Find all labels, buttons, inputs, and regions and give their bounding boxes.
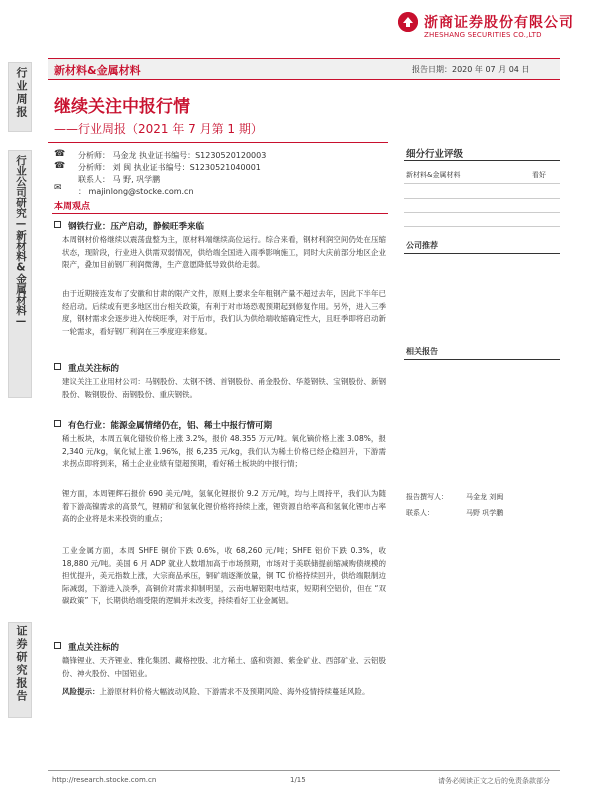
risk-text: 上游原材料价格大幅波动风险、下游需求不及预期风险、海外疫情持续蔓延风险。	[99, 687, 370, 696]
steel-paragraph-2: 由于近期接连发布了安徽和甘肃的限产文件，原则上要求全年粗钢产量不超过去年，因此下半年已经启动。后续或有更多地区出台相关政策，有利于对市场恐观预期起到修复作用。另外，进入三季度，钢材需求会逐步进入传统旺季，对于后市，我们认为供给端收缩确定性大，且旺季即将启动新一轮需求，看好钢厂利润在三季度迎来修复。	[62, 289, 386, 336]
company-logo-icon	[398, 12, 418, 32]
related-reports-rule	[404, 359, 560, 360]
company-name-cn: 浙商证券股份有限公司	[424, 15, 574, 31]
contact-email[interactable]: ： majinlong@stocke.com.cn	[78, 187, 194, 196]
section-header-rule	[52, 200, 388, 214]
rating-row-rule-1	[404, 183, 560, 184]
steel-stocks-paragraph: 建议关注工业用材公司：马钢股份、太钢不锈、首钢股份、甬金股份、华菱钢铁、宝钢股份、新钢股份、鞍钢股份、南钢股份、重庆钢铁。	[62, 377, 386, 399]
nonferrous-heading: 有色行业：能源金属情绪仍在，铝、稀土中报行情可期	[68, 421, 273, 431]
bullet-checkbox-icon	[54, 363, 61, 373]
bullet-checkbox-icon	[54, 420, 61, 430]
author-label: 报告撰写人：	[406, 493, 448, 501]
title-divider	[48, 142, 388, 143]
section-title: 本周观点	[54, 202, 91, 212]
side-label-industry: 行业公司研究—新材料&金属材料—	[15, 155, 27, 328]
nonferrous-stocks-paragraph: 赣锋锂业、天齐锂业、雅化集团、藏格控股、北方稀土、盛和资源、紫金矿业、西部矿业、云铝股份、神火股份、中国铝业。	[62, 656, 386, 678]
rating-row-rule-2	[404, 198, 560, 199]
side-label-box-2	[8, 150, 32, 398]
company-recommend-rule	[404, 253, 560, 254]
side-label-box-1	[8, 62, 32, 132]
phone-icon: ☎	[54, 149, 66, 159]
nonferrous-stocks-heading: 重点关注标的	[68, 643, 120, 653]
side-label-research: 证券研究报告	[15, 625, 28, 703]
contact-value: 马野 巩学鹏	[466, 509, 504, 517]
report-date: 报告日期：2020 年 07 月 04 日	[412, 65, 530, 74]
company-name-en: ZHESHANG SECURITIES CO.,LTD	[424, 31, 542, 39]
email-icon: ✉	[54, 183, 62, 193]
bullet-checkbox-icon	[54, 642, 61, 652]
report-title: 继续关注中报行情	[54, 97, 190, 117]
analyst-2: 分析师： 刘 闽 执业证书编号：S1230521040001	[78, 163, 261, 172]
footer-disclaimer: 请务必阅读正文之后的免责条款部分	[438, 777, 550, 785]
sector-label: 新材料&金属材料	[54, 64, 141, 77]
company-recommend-title: 公司推荐	[406, 241, 438, 250]
footer-url[interactable]: http://research.stocke.com.cn	[52, 776, 157, 784]
rating-rule	[404, 160, 560, 161]
rating-row-rule-4	[404, 226, 560, 227]
contact-label: 联系人：	[406, 509, 434, 517]
related-reports-title: 相关报告	[406, 347, 438, 356]
page-number: 1/15	[290, 776, 306, 784]
risk-label: 风险提示：	[62, 687, 100, 696]
phone-icon-2: ☎	[54, 161, 66, 171]
side-label-box-3	[8, 622, 32, 718]
risk-warning	[62, 686, 386, 699]
author-value: 马金龙 刘闽	[466, 493, 504, 501]
bullet-checkbox-icon	[54, 221, 61, 231]
side-label-weekly: 行业周报	[15, 67, 28, 119]
rating-row-rule-3	[404, 212, 560, 213]
steel-paragraph-1: 本周钢材价格继续以震荡盘整为主，原材料端继续高位运行。综合来看，钢材利润空间仍处在压缩状态，现阶段，行业进入供需双弱情况，供给端全国进入雨季影响施工，同时大庆前部分地区企业限产，叠加目前钢厂利润微薄，生产意愿降低导致供给走弱。	[62, 235, 386, 270]
contact-person: 联系人： 马 野, 巩学鹏	[78, 175, 161, 184]
report-subtitle: ——行业周报（2021 年 7 月第 1 期）	[54, 122, 263, 136]
steel-stocks-heading: 重点关注标的	[68, 364, 120, 374]
footer-rule	[48, 770, 560, 771]
rating-value: 看好	[532, 171, 546, 179]
rare-earth-paragraph: 稀土板块，本周五氧化镨钕价格上涨 3.2%，报价 48.355 万元/吨。氧化镝价格上涨 3.08%，报 2,340 元/kg，氧化铽上涨 1.96%，报 6,235 元/kg，我们认为稀土价格已经企稳回升，下游需求拐点即将到来，稀土企业业绩有望超预期，看好稀土板块的中报行情；	[62, 434, 386, 469]
analyst-1: 分析师： 马金龙 执业证书编号：S1230520120003	[78, 151, 267, 160]
rating-title: 细分行业评级	[406, 149, 464, 160]
rating-industry: 新材料&金属材料	[406, 171, 461, 179]
steel-heading: 钢铁行业：压产启动，静候旺季来临	[68, 222, 205, 232]
industrial-metals-paragraph: 工业金属方面，本周 SHFE 铜价下跌 0.6%，收 68,260 元/吨；SHFE 铝价下跌 0.3%，收 18,880 元/吨。美国 6 月 ADP 就业人数增加高于市场预期，市场对于美联储提前缩减购债规模的担忧提升，美元指数上涨，大宗商品承压，铜矿端逐渐放量，铜 TC 价格持续回升，供给端限制边际减弱，下游进入淡季，高铜价对需求抑制明显，云南电解铝限电结束，短期利空铝价，但在 “双碳政策” 下，长期供给端受限的逻辑并未改变，持续看好工业金属铝。	[62, 546, 386, 606]
lithium-paragraph: 锂方面，本周锂辉石报价 690 美元/吨，氢氧化锂报价 9.2 万元/吨，均与上周持平，我们认为随着下游高镍需求的高景气，锂精矿和氢氧化锂价格将持续上涨，锂资源自给率高和氢氧化锂市占率高的企业将是未来投资的重点；	[62, 489, 386, 524]
